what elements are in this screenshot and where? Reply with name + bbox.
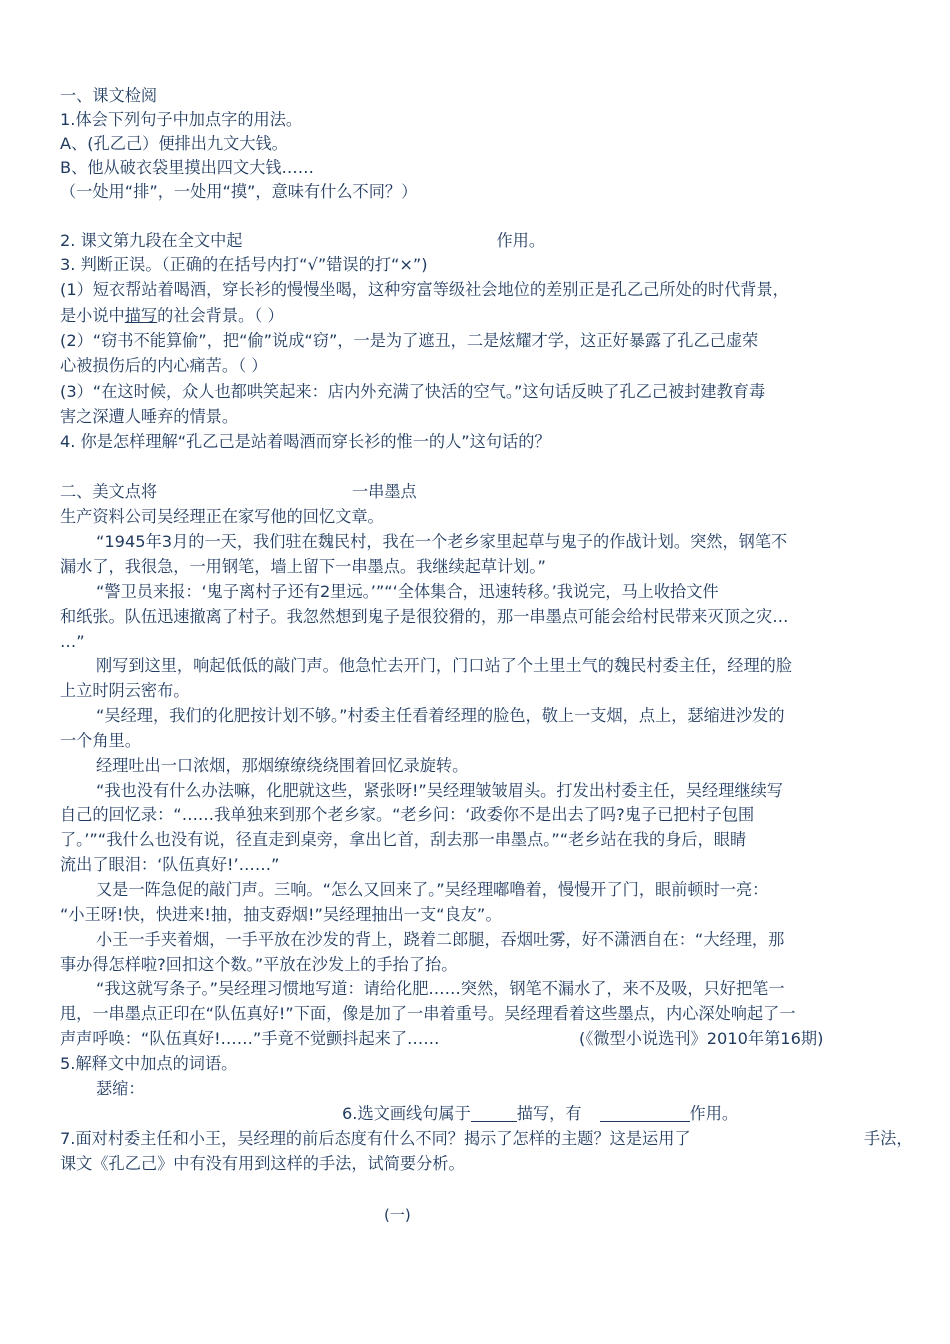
story-line: “我也没有什么办法嘛，化肥就这些，紧张呀!”吴经理皱皱眉头。打发出村委主任，吴经理继续写 (96, 781, 783, 800)
story-line: 上立时阴云密布。 (60, 681, 190, 700)
question-1-option-b: B、他从破衣袋里摸出四文大钱…… (60, 158, 314, 177)
question-7-suffix: 手法， (864, 1129, 913, 1148)
question-6-suffix: 作用。 (689, 1104, 739, 1123)
question-2 (60, 229, 545, 253)
question-5-word: 瑟缩： (96, 1079, 145, 1098)
question-3-item-1-text: 是小说中 (60, 306, 125, 325)
story-line: 和纸张。队伍迅速撤离了村子。我忽然想到鬼子是很狡猾的，那一串墨点可能会给村民带来灭顶之灾… (60, 607, 789, 626)
story-line: “1945年3月的一天，我们驻在魏民村，我在一个老乡家里起草与鬼子的作战计划。突然，钢笔不 (96, 532, 788, 551)
question-5: 5.解释文中加点的词语。 (60, 1054, 238, 1073)
page-number: (一) (384, 1206, 411, 1224)
story-line: 流出了眼泪：‘队伍真好!’……” (60, 855, 280, 874)
question-7-text: 7.面对村委主任和小王，吴经理的前后态度有什么不同？揭示了怎样的主题？这是运用了 (60, 1129, 691, 1148)
question-2-text: 2. 课文第九段在全文中起 (60, 231, 243, 250)
question-3-item-1-line1: (1）短衣帮站着喝酒，穿长衫的慢慢坐喝，这种穷富等级社会地位的差别正是孔乙己所处的时代背景， (60, 280, 789, 299)
story-line: “警卫员来报：‘鬼子离村子还有2里远。’”“‘全体集合，迅速转移。’我说完，马上收拾文件 (96, 582, 719, 601)
story-line: 小王一手夹着烟，一手平放在沙发的背上，跷着二郎腿，吞烟吐雾，好不潇洒自在：“大经理，那 (96, 930, 785, 949)
story-line: 刚写到这里，响起低低的敲门声。他急忙去开门，门口站了个土里土气的魏民村委主任，经理的脸 (96, 656, 793, 675)
story-line: “吴经理，我们的化肥按计划不够。”村委主任看着经理的脸色，敬上一支烟，点上，瑟缩进沙发的 (96, 706, 785, 725)
question-6-text-2: 描写，有 (516, 1104, 582, 1123)
story-line: 经理吐出一口浓烟，那烟缭缭绕绕围着回忆录旋转。 (96, 756, 469, 775)
question-4: 4. 你是怎样理解“孔乙己是站着喝酒而穿长衫的惟一的人”这句话的？ (60, 432, 551, 451)
question-6 (342, 1102, 738, 1126)
question-3-item-1-line2 (60, 304, 284, 328)
question-7-line1 (60, 1127, 691, 1151)
underlined-word: 描写 (124, 306, 158, 325)
question-3-item-3-line1: (3）“在这时候，众人也都哄笑起来：店内外充满了快活的空气。”这句话反映了孔乙己被封建教育毒 (60, 382, 766, 401)
story-line: 声声呼唤：“队伍真好!……”手竟不觉颤抖起来了…… (60, 1029, 440, 1048)
question-3-item-1-bracket: 的社会背景。（ ） (157, 306, 284, 325)
story-line: 了。’”“我什么也没有说，径直走到桌旁，拿出匕首，刮去那一串墨点。”“老乡站在我的身后，眼睛 (60, 830, 747, 849)
question-6-blank-1[interactable] (471, 1103, 517, 1122)
story-paragraph-0: 生产资料公司吴经理正在家写他的回忆文章。 (60, 507, 384, 526)
story-line: “小王呀!快，快进来!抽，抽支孬烟!”吴经理抽出一支“良友”。 (60, 905, 502, 924)
story-source: (《微型小说选刊》2010年第16期) (579, 1029, 824, 1048)
section1-heading: 一、课文检阅 (60, 86, 158, 105)
story-line: 自己的回忆录：“……我单独来到那个老乡家。“老乡问：‘政委你不是出去了吗?鬼子已把村子包围 (60, 805, 755, 824)
story-title: 一串墨点 (352, 482, 417, 501)
story-line: …” (60, 632, 85, 651)
question-1-prompt: （一处用“排”，一处用“摸”，意味有什么不同？） (60, 182, 418, 201)
story-line: 又是一阵急促的敲门声。三响。“怎么又回来了。”吴经理嘟噜着，慢慢开了门，眼前顿时一亮： (96, 880, 769, 899)
story-line: “我这就写条子。”吴经理习惯地写道：请给化肥……突然，钢笔不漏水了，来不及吸，只好把笔一 (96, 979, 785, 998)
question-3-item-2-line1: (2）“窃书不能算偷”，把“偷”说成“窃”，一是为了遮丑，二是炫耀才学，这正好暴露了孔乙己虚荣 (60, 331, 759, 350)
story-line: 甩，一串墨点正印在“队伍真好!”下面，像是加了一串着重号。吴经理看着这些墨点，内心深处响起了一 (60, 1004, 796, 1023)
question-3: 3. 判断正误。（正确的在括号内打“√”错误的打“×”) (60, 255, 428, 274)
question-3-item-2-line2: 心被损伤后的内心痛苦。（ ） (60, 356, 268, 375)
story-line: 漏水了，我很急，一用钢笔，墙上留下一串墨点。我继续起草计划。” (60, 557, 546, 576)
question-1-option-a: A、(孔乙己）便排出九文大钱。 (60, 134, 288, 153)
question-6-blank-2[interactable] (600, 1103, 690, 1122)
story-line: 事办得怎样啦?回扣这个数。”平放在沙发上的手抬了抬。 (60, 955, 458, 974)
section2-heading: 二、美文点将 (60, 482, 158, 501)
question-6-text: 6.选文画线句属于 (342, 1104, 471, 1123)
story-line: 一个角里。 (60, 731, 141, 750)
question-3-item-3-line2: 害之深遭人唾弃的情景。 (60, 407, 239, 426)
question-1: 1.体会下列句子中加点字的用法。 (60, 110, 303, 129)
question-2-suffix: 作用。 (496, 231, 546, 250)
question-7-line2: 课文《孔乙己》中有没有用到这样的手法，试简要分析。 (60, 1154, 465, 1173)
